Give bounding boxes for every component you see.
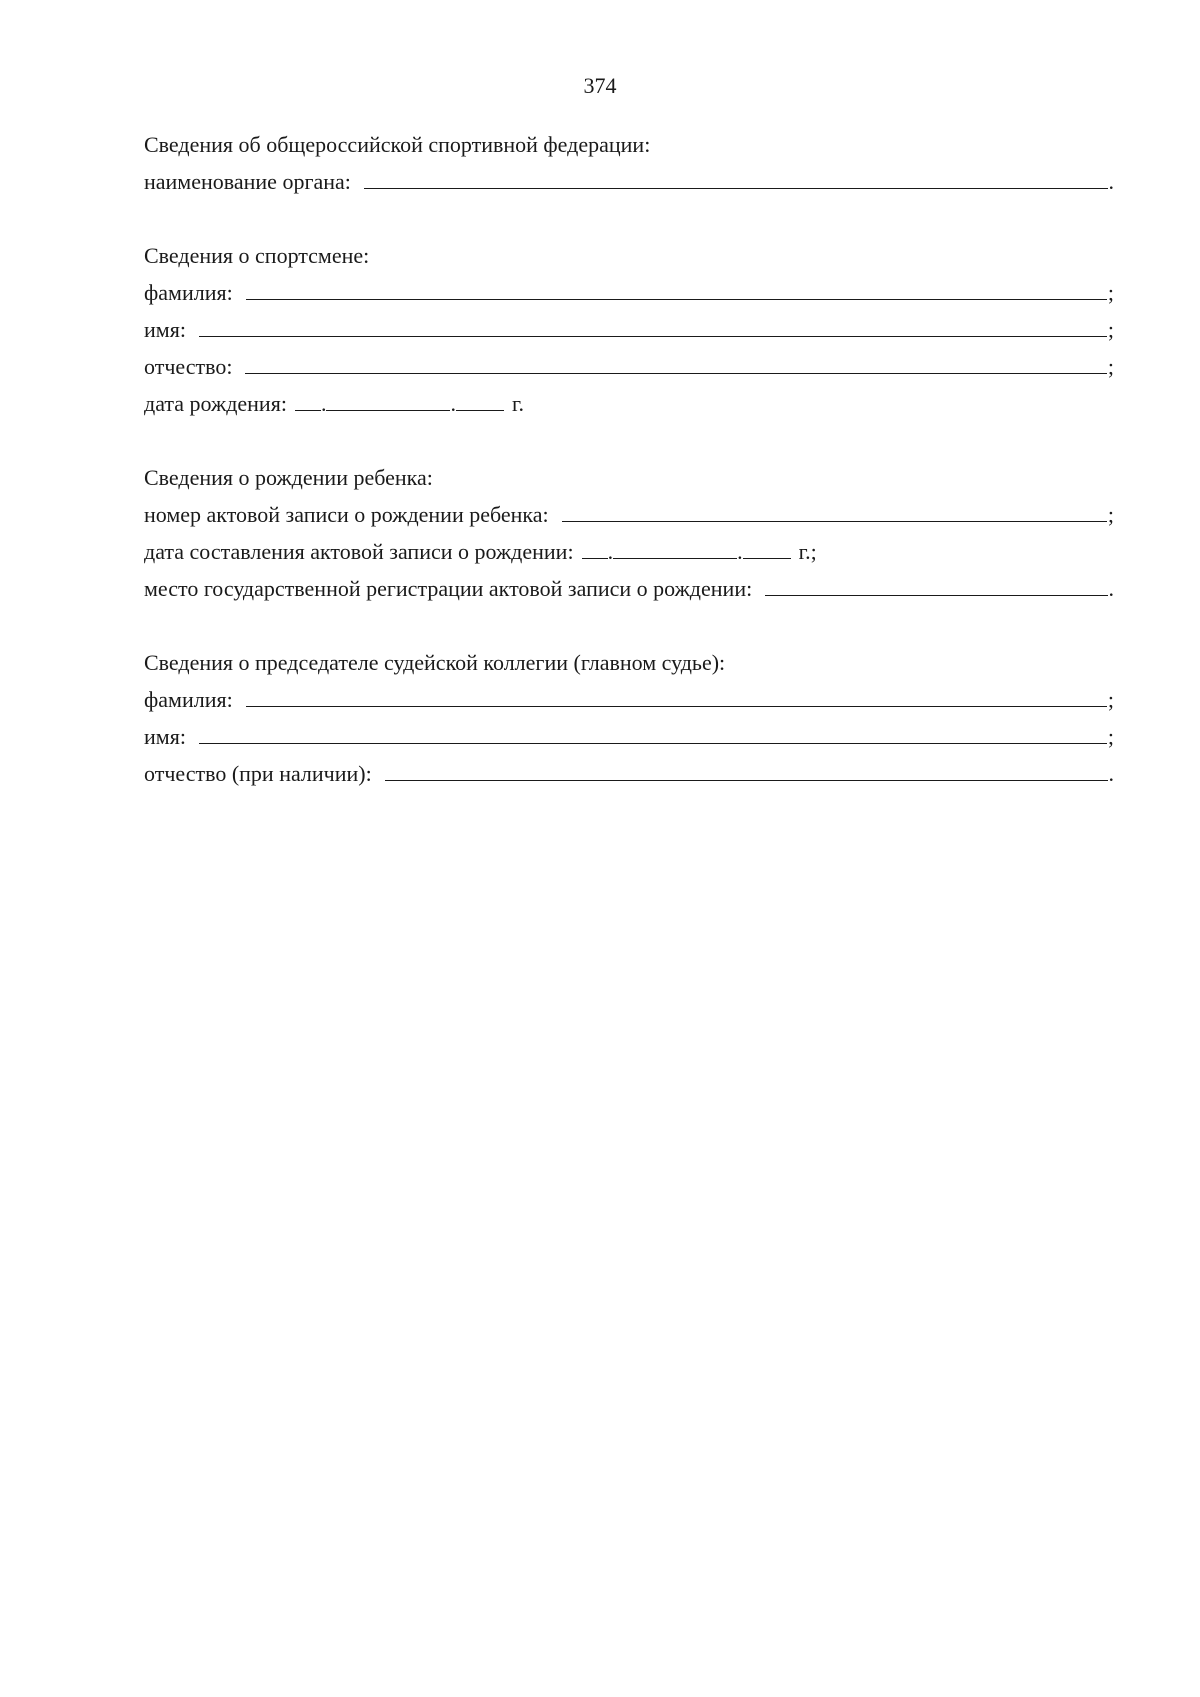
record-day-field[interactable] [582,538,608,559]
judge-surname-row [144,681,1114,718]
athlete-heading: Сведения о спортсмене: [144,243,370,268]
row-end-punctuation: ; [1107,502,1114,527]
athlete-patronymic-label: отчество: [144,354,233,379]
athlete-patronymic-field[interactable] [245,353,1106,374]
row-end-punctuation: ; [1107,354,1114,379]
athlete-name-field[interactable] [199,316,1107,337]
row-end-punctuation: ; [1107,280,1114,305]
year-suffix: г. [511,391,524,416]
athlete-section [144,237,1114,422]
registration-place-row [144,570,1114,607]
record-number-label: номер актовой записи о рождении ребенка: [144,502,549,527]
federation-heading: Сведения об общероссийской спортивной федерации: [144,132,651,157]
judge-patronymic-field[interactable] [385,760,1108,781]
chief-judge-section [144,644,1114,792]
athlete-name-label: имя: [144,317,186,342]
judge-patronymic-label: отчество (при наличии): [144,761,372,786]
row-end-punctuation: . [1108,761,1114,786]
birth-day-field[interactable] [295,390,321,411]
athlete-birth-date-label: дата рождения: [144,391,287,416]
date-separator: . [320,391,327,416]
federation-body-name-row [144,163,1114,200]
federation-body-name-label: наименование органа: [144,169,351,194]
athlete-patronymic-row [144,348,1114,385]
record-number-row [144,496,1114,533]
athlete-surname-field[interactable] [246,279,1107,300]
form-body [144,126,1114,792]
date-separator: . [450,391,456,416]
record-date-row [144,533,1114,570]
athlete-surname-label: фамилия: [144,280,233,305]
federation-section [144,126,1114,200]
athlete-surname-row [144,274,1114,311]
row-end-punctuation: . [1108,576,1114,601]
athlete-birth-date-row [144,385,1114,422]
record-month-field[interactable] [613,538,737,559]
record-date-label: дата составления актовой записи о рождении: [144,539,574,564]
child-birth-section [144,459,1114,607]
row-end-punctuation: ; [1107,724,1114,749]
registration-place-label: место государственной регистрации актовой записи о рождении: [144,576,753,601]
judge-name-row [144,718,1114,755]
year-suffix: г.; [798,539,817,564]
page-number: 374 [583,73,617,98]
date-separator: . [737,539,743,564]
judge-patronymic-row [144,755,1114,792]
record-year-field[interactable] [743,538,791,559]
date-separator: . [607,539,614,564]
birth-year-field[interactable] [456,390,504,411]
registration-place-field[interactable] [765,575,1107,596]
row-end-punctuation: . [1108,169,1114,194]
judge-name-field[interactable] [199,723,1107,744]
record-number-field[interactable] [562,501,1107,522]
child-birth-heading: Сведения о рождении ребенка: [144,465,433,490]
birth-month-field[interactable] [326,390,450,411]
judge-surname-label: фамилия: [144,687,233,712]
row-end-punctuation: ; [1107,317,1114,342]
athlete-name-row [144,311,1114,348]
chief-judge-heading: Сведения о председателе судейской коллегии (главном судье): [144,650,726,675]
federation-body-name-field[interactable] [364,168,1108,189]
judge-surname-field[interactable] [246,686,1107,707]
row-end-punctuation: ; [1107,687,1114,712]
judge-name-label: имя: [144,724,186,749]
